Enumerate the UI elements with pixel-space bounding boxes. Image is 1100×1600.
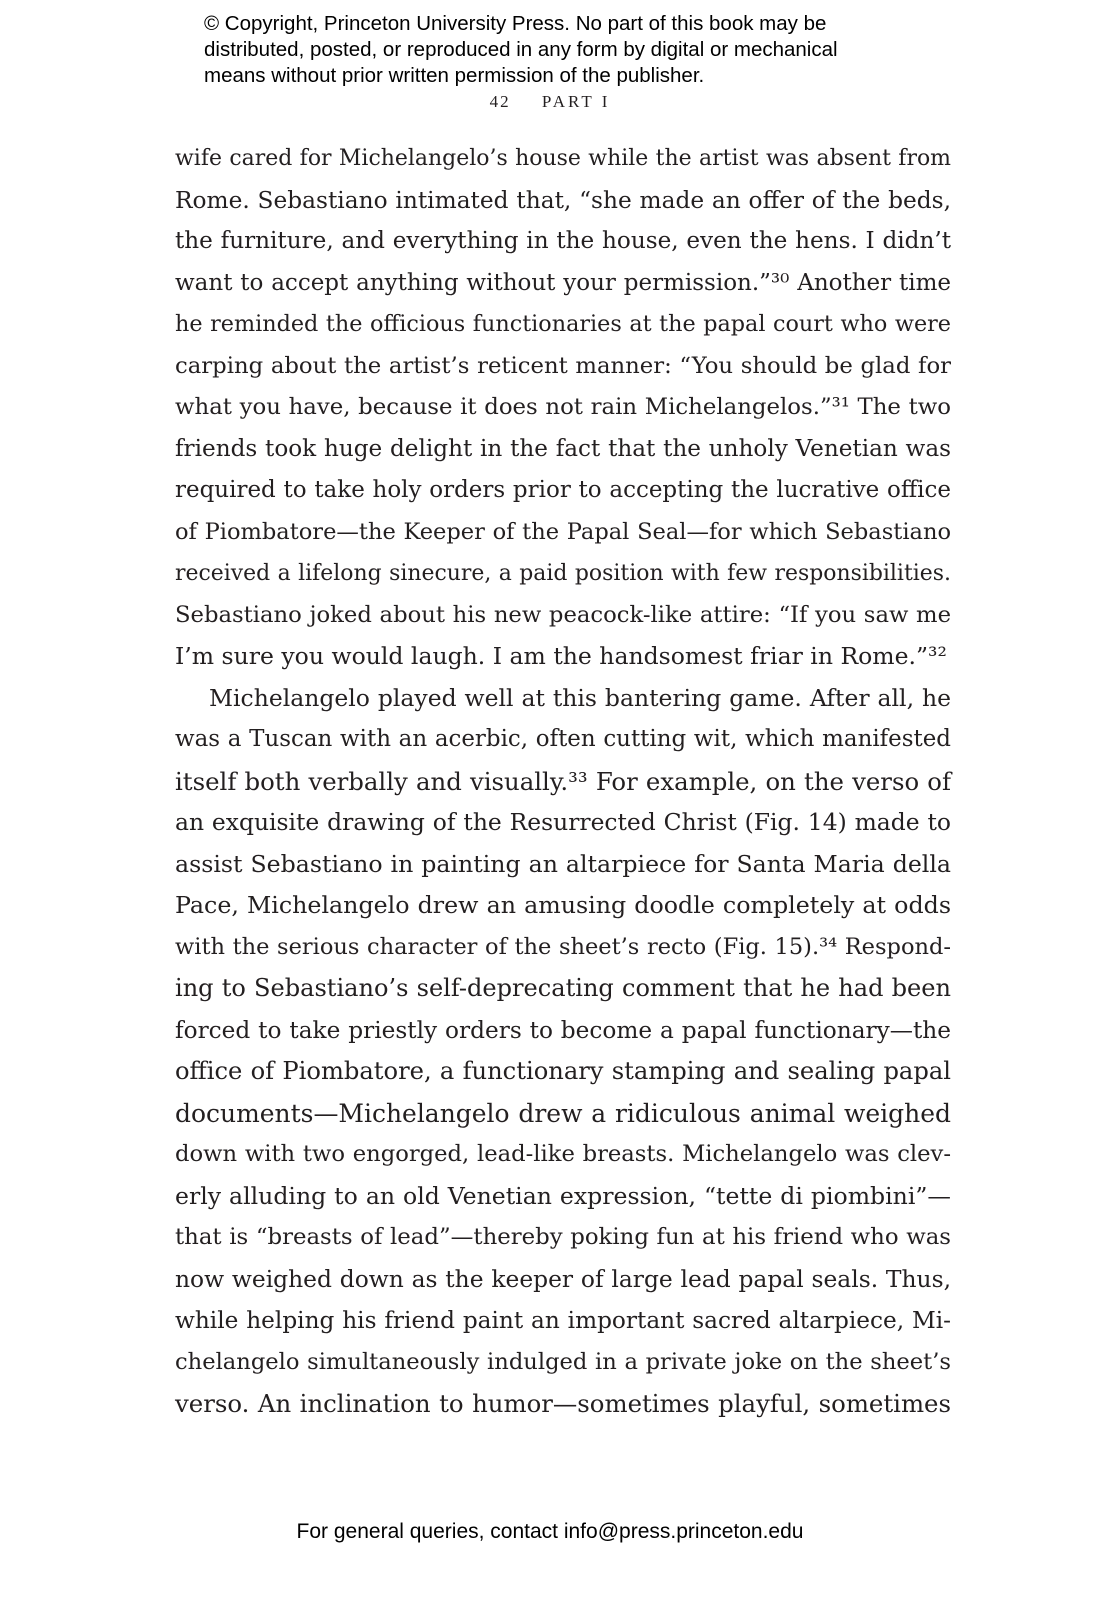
- text-line: he reminded the officious functionaries at the papal court who were: [175, 311, 951, 337]
- text-line: wife cared for Michelangelo’s house while the artist was absent from: [175, 146, 951, 171]
- copyright-line: distributed, posted, or reproduced in any form by digital or mechanical: [204, 38, 838, 61]
- text-line: of Piombatore—the Keeper of the Papal Seal—for which Sebastiano: [175, 518, 951, 545]
- text-line: with the serious character of the sheet’s recto (Fig. 15).³⁴ Respond-: [175, 933, 951, 960]
- text-line: the furniture, and everything in the house, even the hens. I didn’t: [175, 228, 951, 254]
- text-line: now weighed down as the keeper of large lead papal seals. Thus,: [175, 1264, 951, 1293]
- text-line: was a Tuscan with an acerbic, often cutting wit, which manifested: [175, 726, 951, 752]
- page-number: 42: [489, 92, 511, 111]
- footer-contact: For general queries, contact info@press.princeton.edu: [296, 1520, 804, 1543]
- copyright-notice: [204, 11, 924, 89]
- text-line: required to take holy orders prior to accepting the lucrative office: [175, 477, 951, 503]
- copyright-line: means without prior written permission of the publisher.: [204, 64, 705, 87]
- text-line: Sebastiano joked about his new peacock-like attire: “If you saw me: [175, 601, 951, 628]
- text-line: ing to Sebastiano’s self-deprecating comment that he had been: [175, 974, 951, 1002]
- text-line: while helping his friend paint an important sacred altarpiece, Mi-: [175, 1307, 951, 1334]
- text-line: friends took huge delight in the fact that the unholy Venetian was: [175, 435, 951, 462]
- text-line: erly alluding to an old Venetian expression, “tette di piombini”—: [175, 1181, 951, 1210]
- text-line: assist Sebastiano in painting an altarpiece for Santa Maria della: [175, 849, 951, 878]
- section-label: PART I: [541, 92, 611, 111]
- text-line: chelangelo simultaneously indulged in a private joke on the sheet’s: [175, 1348, 951, 1375]
- body-text: [175, 138, 951, 1425]
- text-line: documents—Michelangelo drew a ridiculous animal weighed: [175, 1098, 951, 1128]
- text-line: verso. An inclination to humor—sometimes playful, sometimes: [175, 1389, 951, 1418]
- text-line: what you have, because it does not rain Michelangelos.”³¹ The two: [175, 394, 951, 420]
- text-line: Michelangelo played well at this bantering game. After all, he: [209, 683, 951, 712]
- text-line: office of Piombatore, a functionary stamping and sealing papal: [175, 1057, 951, 1085]
- text-line: Rome. Sebastiano intimated that, “she made an offer of the beds,: [175, 186, 951, 214]
- text-line: want to accept anything without your permission.”³⁰ Another time: [175, 269, 951, 296]
- text-line: itself both verbally and visually.³³ For example, on the verso of: [175, 766, 951, 796]
- running-head: [0, 92, 1100, 112]
- text-line: that is “breasts of lead”—thereby poking fun at his friend who was: [175, 1224, 951, 1250]
- text-line: an exquisite drawing of the Resurrected Christ (Fig. 14) made to: [175, 808, 951, 836]
- text-line: forced to take priestly orders to become a papal functionary—the: [175, 1016, 951, 1044]
- text-line: down with two engorged, lead-like breasts. Michelangelo was clev-: [175, 1141, 951, 1167]
- copyright-line: © Copyright, Princeton University Press. No part of this book may be: [204, 12, 827, 35]
- text-line: received a lifelong sinecure, a paid position with few responsibilities.: [175, 561, 951, 586]
- text-line: carping about the artist’s reticent manner: “You should be glad for: [175, 352, 951, 379]
- text-line: Pace, Michelangelo drew an amusing doodle completely at odds: [175, 891, 951, 919]
- text-line: I’m sure you would laugh. I am the handsomest friar in Rome.”³²: [175, 642, 947, 670]
